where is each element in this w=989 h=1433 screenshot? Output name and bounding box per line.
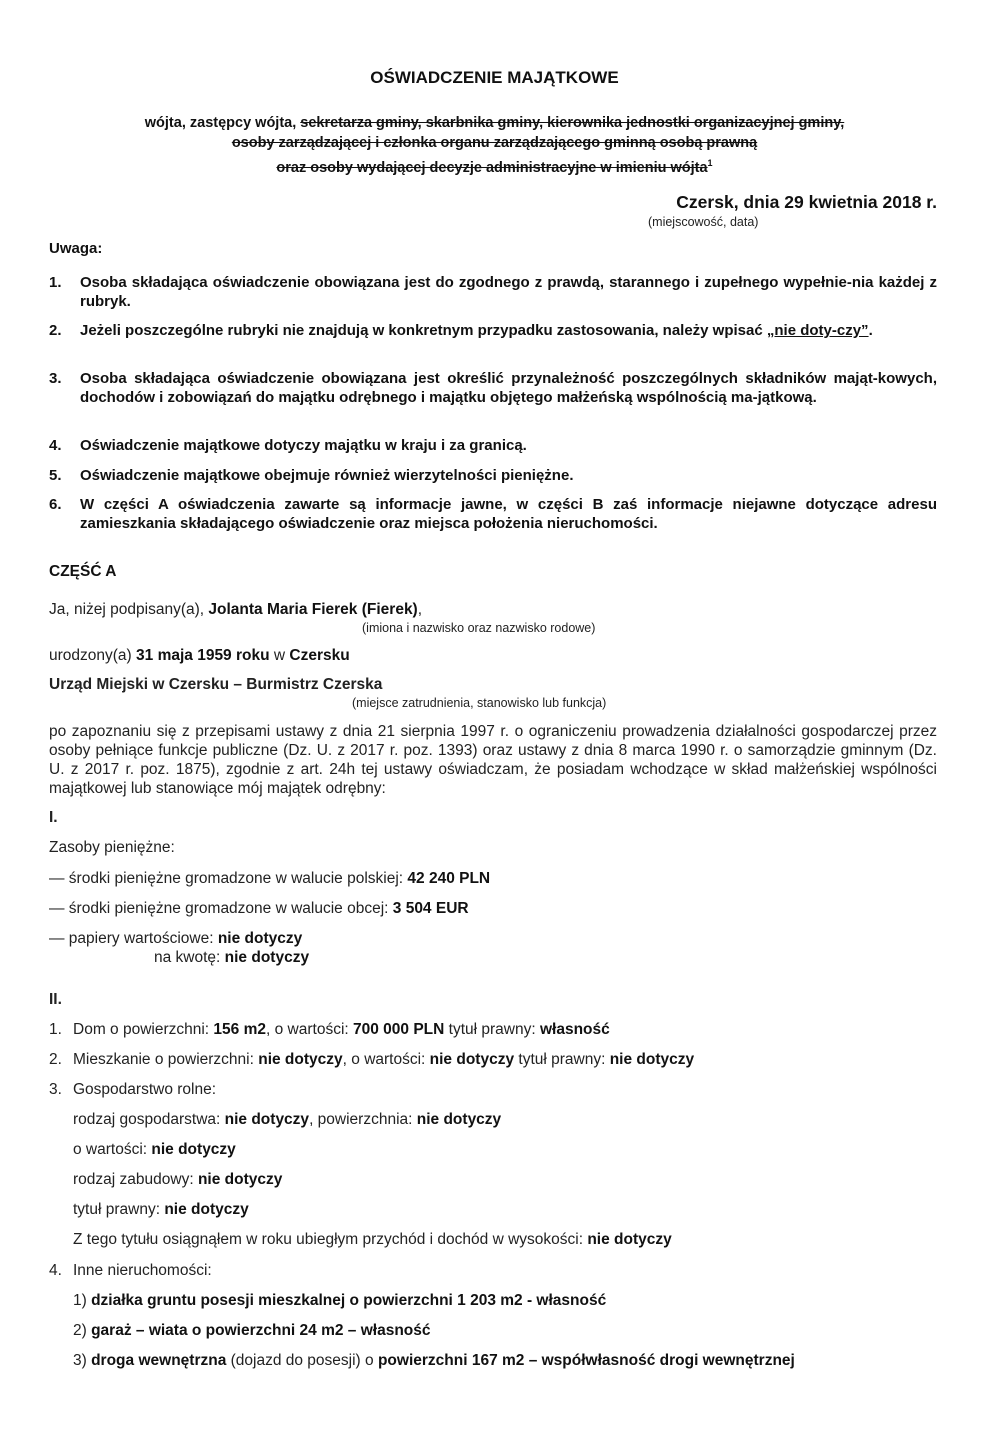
declarant-name-suffix: ,	[417, 601, 423, 618]
farm-title-label: tytuł prawny:	[73, 1201, 165, 1218]
note-number: 4.	[49, 437, 62, 454]
flat-title-label: tytuł prawny:	[514, 1051, 610, 1068]
note-text-part: Jeżeli poszczególne rubryki nie znajdują w konkretnym przypadku zastosowania, należy wpisać	[80, 322, 767, 339]
other-property-item	[73, 1352, 795, 1370]
other-property-number: 4.	[49, 1262, 62, 1279]
farm-label: Gospodarstwo rolne:	[73, 1081, 217, 1098]
birth-line	[49, 647, 350, 665]
other-property-label: Inne nieruchomości:	[73, 1262, 212, 1279]
farm-type-label: rodzaj gospodarstwa:	[73, 1111, 225, 1128]
employer: Urząd Miejski w Czersku – Burmistrz Czerska	[49, 676, 383, 693]
note-item	[49, 466, 937, 485]
securities-value: nie dotyczy	[217, 930, 303, 947]
declarant-name: Jolanta Maria Fierek (Fierek)	[208, 601, 418, 618]
note-number: 5.	[49, 467, 62, 484]
other-property-item-number: 2)	[73, 1322, 92, 1339]
note-text	[80, 321, 937, 340]
farm-value-label: o wartości:	[73, 1141, 152, 1158]
place-date-hint: (miejscowość, data)	[648, 215, 759, 229]
farm-type: nie dotyczy	[224, 1111, 310, 1128]
not-applicable-phrase: „nie doty-czy”	[766, 322, 869, 339]
house-value: 700 000 PLN	[353, 1021, 445, 1038]
birth-place: Czersku	[289, 647, 350, 664]
declaration-paragraph: po zapoznaniu się z przepisami ustawy z dnia 21 sierpnia 1997 r. o ograniczeniu prowadzenia działalności gospodarczej przez osoby pełniące funkcje publiczne (Dz. U. z 2017 r. poz. 1393) oraz ustawy z dnia 8 marca 1990 r. o samorządzie gminnym (Dz. U. z 2017 r. poz. 1875), zgodnie z art. 24h tej ustawy oświadczam, że posiadam wchodzące w skład małżeńskiej wspólności majątkowej lub stanowiące mój majątek odrębny:	[49, 723, 937, 797]
other-property-item-text-a: droga wewnętrzna	[91, 1352, 227, 1369]
subtitle-line-1	[0, 113, 989, 133]
securities-amount-value: nie dotyczy	[224, 949, 310, 966]
farm-title-line	[73, 1201, 249, 1219]
other-property-item-text-b: (dojazd do posesji) o	[226, 1352, 378, 1369]
house-title-label: tytuł prawny:	[444, 1021, 540, 1038]
house-title: własność	[539, 1021, 610, 1038]
note-number: 3.	[49, 370, 62, 387]
farm-buildings-line	[73, 1171, 282, 1189]
note-text: Oświadczenie majątkowe obejmuje również wierzytelności pieniężne.	[80, 467, 574, 484]
flat-label: Mieszkanie o powierzchni:	[73, 1051, 259, 1068]
notes-heading: Uwaga:	[49, 240, 103, 257]
cash-pln-value: 42 240 PLN	[407, 870, 491, 887]
note-text: W części A oświadczenia zawarte są informacje jawne, w części B zaś informacje niejawne dotyczące adresu zamieszkania składającego oświadczenie oraz miejsca położenia nieruchomości.	[80, 496, 937, 532]
note-number: 6.	[49, 496, 62, 513]
securities-label: — papiery wartościowe:	[49, 930, 218, 947]
note-item	[49, 436, 937, 455]
subtitle-struck-roles-1: sekretarza gminy, skarbnika gminy, kierownika jednostki organizacyjnej gminy,	[300, 115, 845, 131]
declarant-prefix: Ja, niżej podpisany(a),	[49, 601, 209, 618]
note-item	[49, 321, 937, 340]
house-area: 156 m2	[213, 1021, 266, 1038]
farm-buildings: nie dotyczy	[197, 1171, 283, 1188]
cash-pln-line	[49, 870, 490, 888]
subtitle-line-3	[0, 153, 989, 178]
securities-line	[49, 930, 302, 948]
section-2-heading: II.	[49, 991, 62, 1008]
other-property-item-text: działka gruntu posesji mieszkalnej o powierzchni 1 203 m2 - własność	[91, 1292, 607, 1309]
other-property-item-text: garaż – wiata o powierzchni 24 m2 – własność	[91, 1322, 431, 1339]
flat-number: 2.	[49, 1051, 62, 1068]
house-details	[73, 1021, 610, 1039]
document-title: OŚWIADCZENIE MAJĄTKOWE	[370, 68, 619, 87]
declarant-name-hint: (imiona i nazwisko oraz nazwisko rodowe)	[362, 621, 596, 635]
house-line	[49, 1021, 62, 1039]
section-1-heading: I.	[49, 809, 58, 826]
farm-income-line	[73, 1231, 672, 1249]
flat-details	[73, 1051, 694, 1069]
other-property-item	[73, 1292, 606, 1310]
subtitle-line-2	[0, 133, 989, 153]
note-number: 1.	[49, 274, 62, 291]
flat-value-label: , o wartości:	[342, 1051, 430, 1068]
note-number: 2.	[49, 322, 62, 339]
other-property-item-number: 1)	[73, 1292, 92, 1309]
place-date: Czersk, dnia 29 kwietnia 2018 r.	[676, 192, 937, 212]
farm-number: 3.	[49, 1081, 62, 1098]
part-a-heading: CZĘŚĆ A	[49, 563, 117, 580]
farm-area: nie dotyczy	[416, 1111, 502, 1128]
subtitle-struck-roles-2: osoby zarządzającej i członka organu zarządzającego gminną osobą prawną	[231, 135, 758, 151]
flat-title: nie dotyczy	[609, 1051, 695, 1068]
securities-amount-line	[154, 949, 309, 967]
subtitle-active-roles: wójta, zastępcy wójta,	[144, 115, 301, 131]
farm-buildings-label: rodzaj zabudowy:	[73, 1171, 198, 1188]
subtitle-struck-roles-3: oraz osoby wydającej decyzje administracyjne w imieniu wójta	[276, 159, 708, 176]
other-property-item-text-c: powierzchni 167 m2 – współwłasność drogi wewnętrznej	[377, 1352, 795, 1369]
note-text-end: .	[868, 322, 873, 339]
note-text: Oświadczenie majątkowe dotyczy majątku w kraju i za granicą.	[80, 437, 527, 454]
farm-type-line	[73, 1111, 501, 1129]
farm-income-label: Z tego tytułu osiągnąłem w roku ubiegłym przychód i dochód w wysokości:	[73, 1231, 588, 1248]
birth-date: 31 maja 1959 roku	[136, 647, 270, 664]
cash-pln-label: — środki pieniężne gromadzone w walucie polskiej:	[49, 870, 408, 887]
birth-mid: w	[269, 647, 290, 664]
farm-income: nie dotyczy	[587, 1231, 672, 1248]
farm-area-label: , powierzchnia:	[309, 1111, 417, 1128]
note-text: Osoba składająca oświadczenie obowiązana jest określić przynależność poszczególnych składników mająt-kowych, dochodów i zobowiązań do majątku odrębnego i majątku objętego małżeńską wspólnością ma-jątkową.	[80, 370, 937, 406]
flat-value: nie dotyczy	[429, 1051, 515, 1068]
note-text: Osoba składająca oświadczenie obowiązana jest do zgodnego z prawdą, starannego i zupełnego wypełnie-nia każdej z rubryk.	[80, 274, 937, 310]
footnote-marker: 1	[707, 158, 713, 168]
house-label: Dom o powierzchni:	[73, 1021, 214, 1038]
note-item	[49, 273, 937, 311]
note-item	[49, 369, 937, 407]
declarant-name-line	[49, 601, 422, 619]
farm-title: nie dotyczy	[164, 1201, 249, 1218]
cash-foreign-line	[49, 900, 469, 918]
birth-prefix: urodzony(a)	[49, 647, 137, 664]
employer-hint: (miejsce zatrudnienia, stanowisko lub funkcja)	[352, 696, 607, 710]
other-property-item-number: 3)	[73, 1352, 92, 1369]
cash-foreign-value: 3 504 EUR	[392, 900, 469, 917]
cash-resources-label: Zasoby pieniężne:	[49, 839, 175, 856]
house-number: 1.	[49, 1021, 62, 1038]
farm-value: nie dotyczy	[151, 1141, 236, 1158]
farm-value-line	[73, 1141, 236, 1159]
other-property-item	[73, 1322, 431, 1340]
securities-amount-label: na kwotę:	[154, 949, 225, 966]
house-value-label: , o wartości:	[266, 1021, 353, 1038]
cash-foreign-label: — środki pieniężne gromadzone w walucie obcej:	[49, 900, 393, 917]
flat-area: nie dotyczy	[258, 1051, 343, 1068]
note-item	[49, 495, 937, 533]
